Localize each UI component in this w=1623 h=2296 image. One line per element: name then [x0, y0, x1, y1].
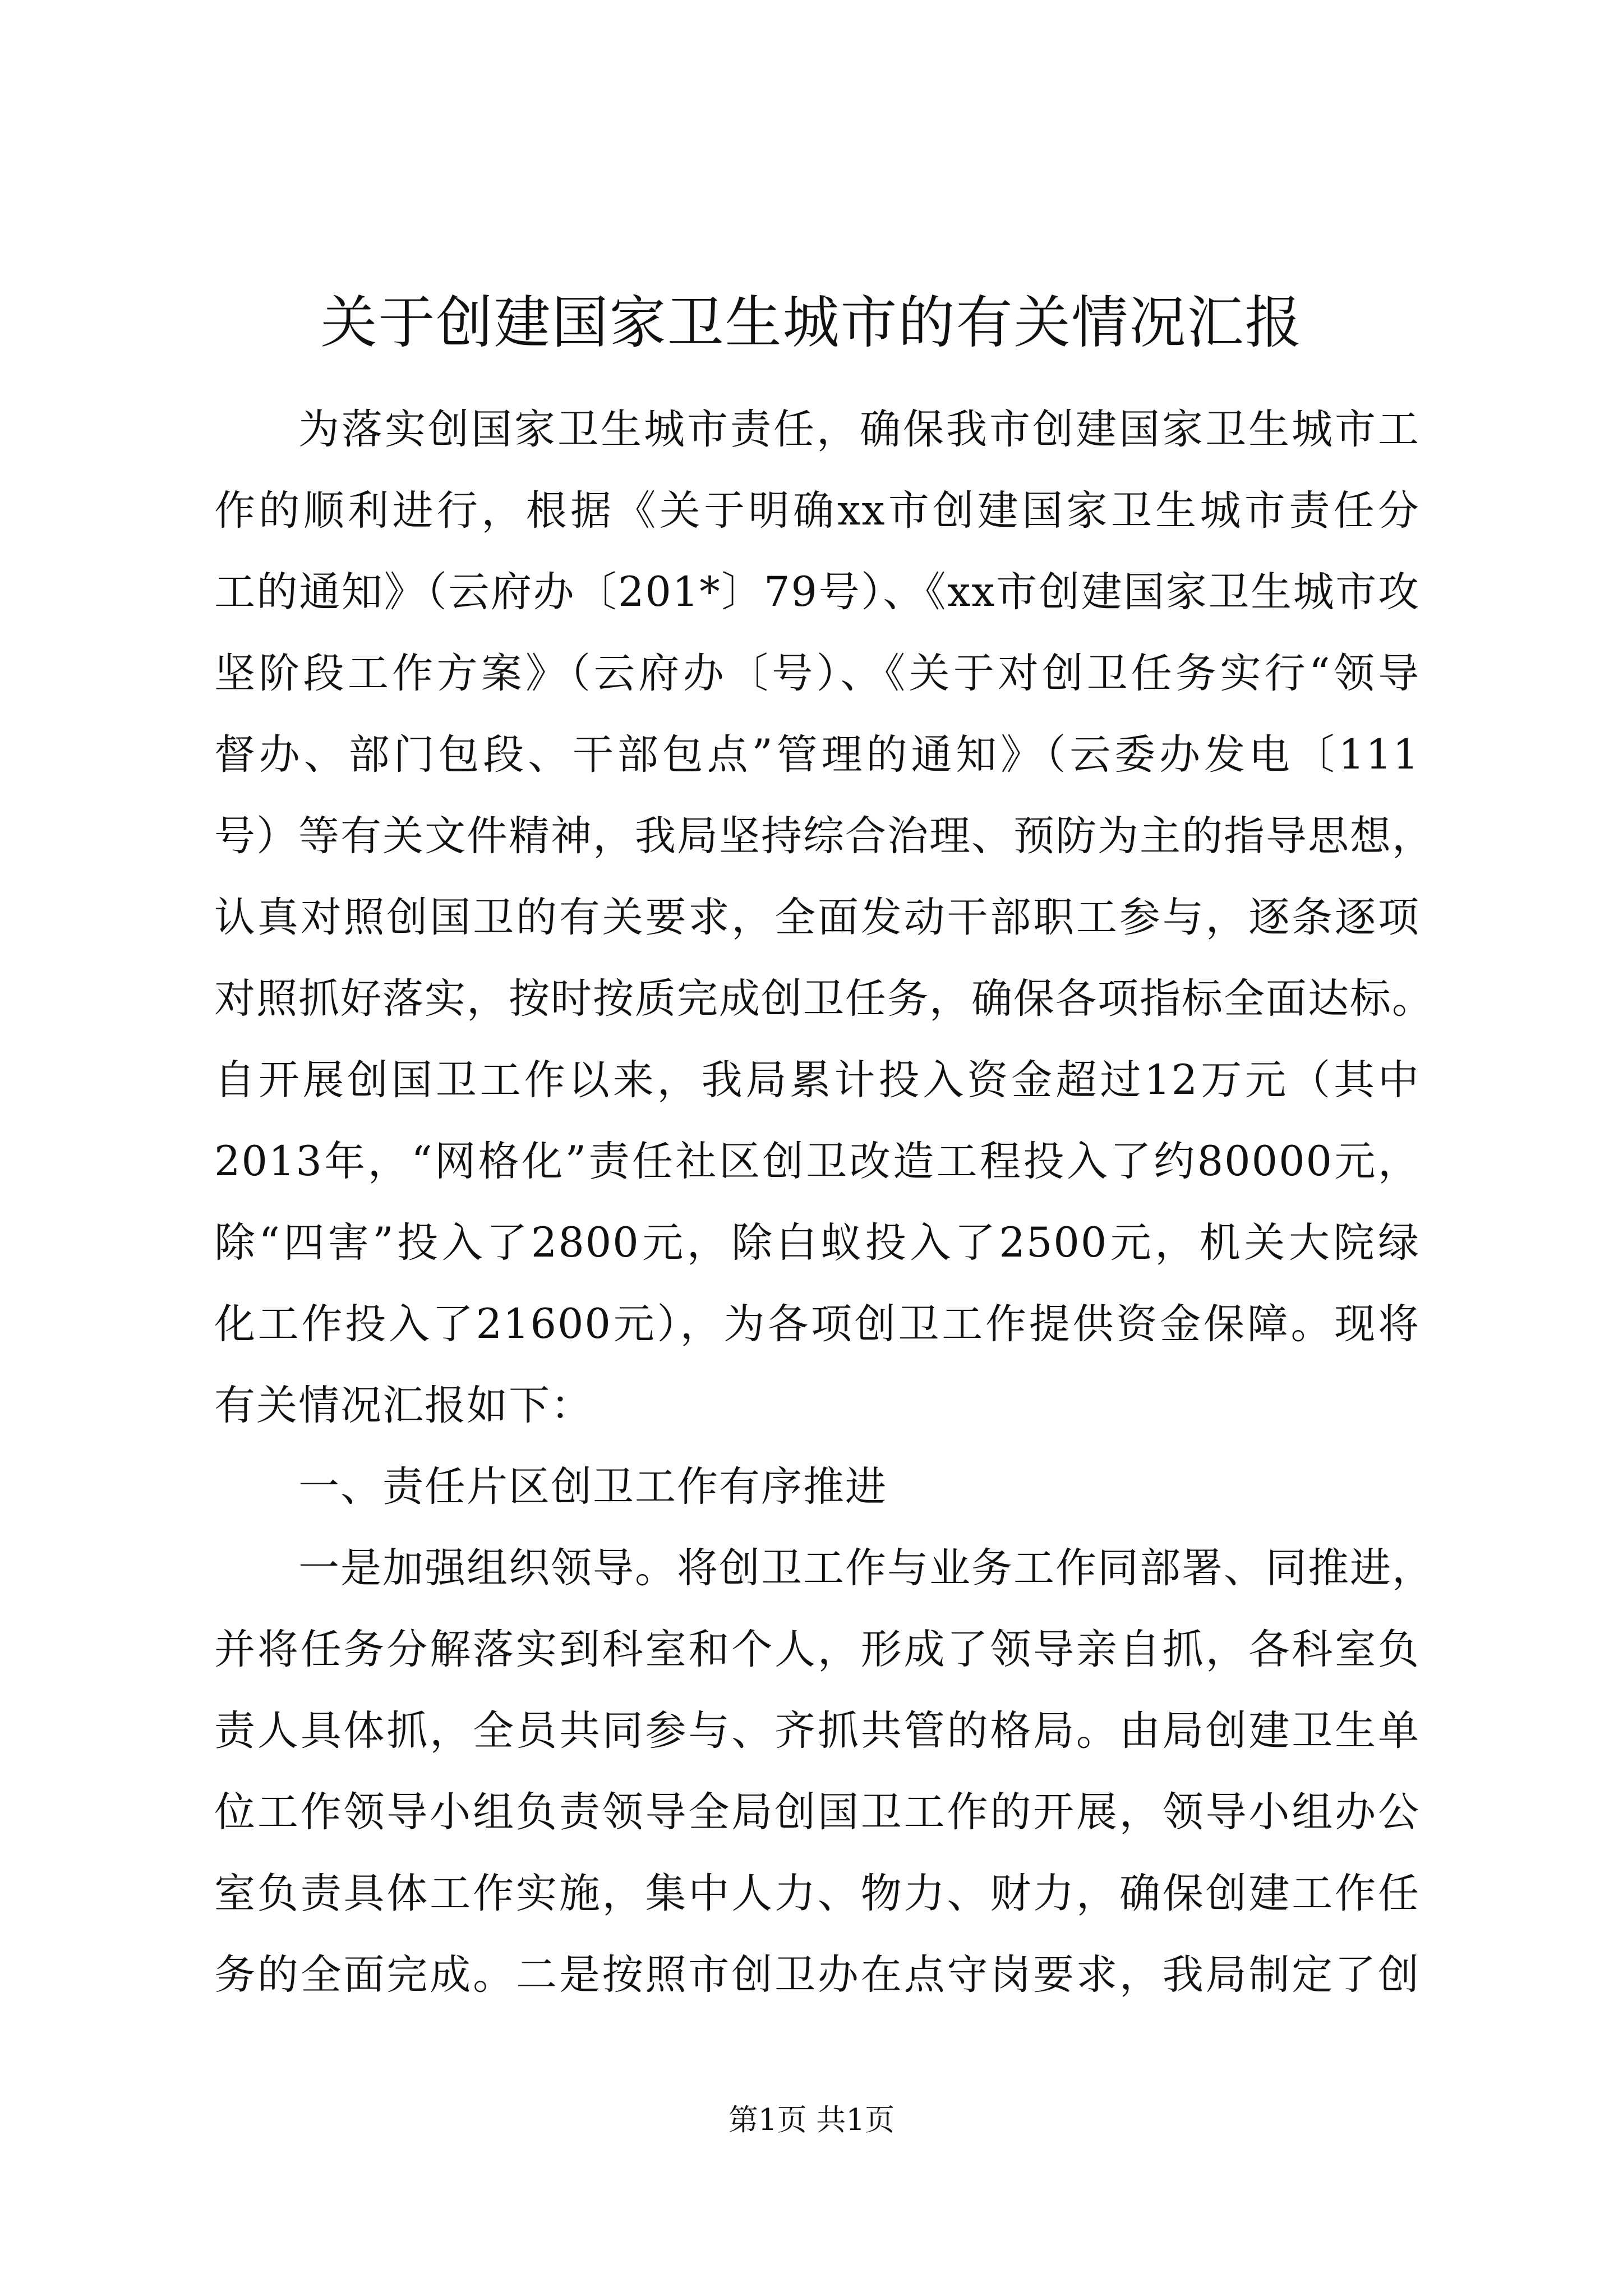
- paragraph-line: 作的顺利进行，根据《关于明确xx市创建国家卫生城市责任分: [214, 487, 1420, 535]
- paragraph-line: 有关情况汇报如下：: [214, 1382, 593, 1429]
- document-title: 关于创建国家卫生城市的有关情况汇报: [320, 289, 1303, 356]
- paragraph-line: 号）等有关文件精神，我局坚持综合治理、预防为主的指导思想，: [214, 812, 1434, 860]
- paragraph-line: 务的全面完成。二是按照市创卫办在点守岗要求，我局制定了创: [214, 1951, 1420, 1999]
- page-footer: 第1页 共1页: [728, 2103, 895, 2137]
- paragraph-line: 一是加强组织领导。将创卫工作与业务工作同部署、同推进，: [298, 1544, 1434, 1592]
- paragraph-line: 室负责具体工作实施，集中人力、物力、财力，确保创建工作任: [214, 1870, 1420, 1917]
- paragraph-line: 对照抓好落实，按时按质完成创卫任务，确保各项指标全面达标。: [214, 975, 1434, 1023]
- section-heading: 一、责任片区创卫工作有序推进: [298, 1463, 887, 1511]
- paragraph-line: 除“四害”投入了2800元，除白蚁投入了2500元，机关大院绿: [214, 1219, 1420, 1267]
- paragraph-line: 为落实创国家卫生城市责任，确保我市创建国家卫生城市工: [298, 406, 1420, 453]
- paragraph-line: 责人具体抓，全员共同参与、齐抓共管的格局。由局创建卫生单: [214, 1707, 1420, 1755]
- paragraph-line: 位工作领导小组负责领导全局创国卫工作的开展，领导小组办公: [214, 1788, 1420, 1836]
- paragraph-line: 坚阶段工作方案》（云府办〔号）、《关于对创卫任务实行“领导: [214, 650, 1420, 697]
- paragraph-line: 化工作投入了21600元），为各项创卫工作提供资金保障。现将: [214, 1300, 1420, 1348]
- paragraph-line: 认真对照创国卫的有关要求，全面发动干部职工参与，逐条逐项: [214, 894, 1420, 941]
- paragraph-line: 自开展创国卫工作以来，我局累计投入资金超过12万元（其中: [214, 1056, 1420, 1104]
- document-body: [214, 389, 1434, 2016]
- paragraph-line: 并将任务分解落实到科室和个人，形成了领导亲自抓，各科室负: [214, 1626, 1420, 1673]
- paragraph-line: 2013年，“网格化”责任社区创卫改造工程投入了约80000元，: [214, 1138, 1420, 1185]
- paragraph-line: 工的通知》（云府办〔201*〕79号）、《xx市创建国家卫生城市攻: [214, 568, 1420, 616]
- paragraph-line: 督办、部门包段、干部包点”管理的通知》（云委办发电〔111: [214, 731, 1420, 779]
